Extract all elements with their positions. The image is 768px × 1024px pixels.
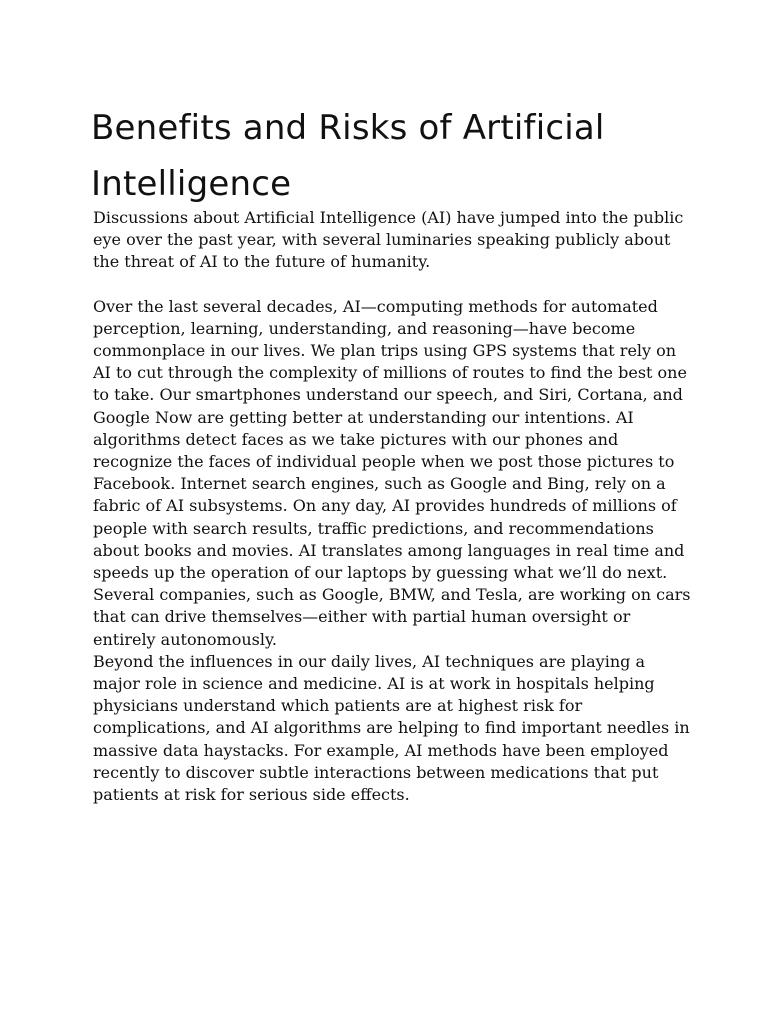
title-line-1: Benefits and Risks of Artificial bbox=[91, 108, 605, 148]
title-line-2: Intelligence bbox=[91, 164, 292, 204]
paragraph-intro: Discussions about Artificial Intelligence (AI) have jumped into the public eye over the past year, with several luminaries speaking publicly about the threat of AI to the future of humanity. bbox=[93, 208, 684, 272]
paragraph-everyday-ai: Over the last several decades, AI—computing methods for automated perception, learning, understanding, and reasoning—have become commonplace in our lives. We plan trips using GPS systems that rely on AI to cut through the complexity of millions of routes to find the best one to take. Our smartphones understand our speech, and Siri, Cortana, and Google Now are getting better at understanding our intentions. AI algorithms detect faces as we take pictures with our phones and recognize the faces of individual people when we post those pictures to Facebook. Internet search engines, such as Google and Bing, rely on a fabric of AI subsystems. On any day, AI provides hundreds of millions of people with search results, traffic predictions, and recommendations about books and movies. AI translates among languages in real time and speeds up the operation of our laptops by guessing what we’ll do next. Several companies, such as Google, BMW, and Tesla, are working on cars that can drive themselves—either with partial human oversight or entirely autonomously. bbox=[93, 296, 691, 649]
document-body bbox=[93, 207, 693, 806]
document-title bbox=[91, 100, 731, 212]
paragraph-science-medicine: Beyond the influences in our daily lives, AI techniques are playing a major role in science and medicine. AI is at work in hospitals helping physicians understand which patients are at highest risk for complications, and AI algorithms are helping to find important needles in massive data haystacks. For example, AI methods have been employed recently to discover subtle interactions between medications that put patients at risk for serious side effects. bbox=[93, 651, 690, 805]
